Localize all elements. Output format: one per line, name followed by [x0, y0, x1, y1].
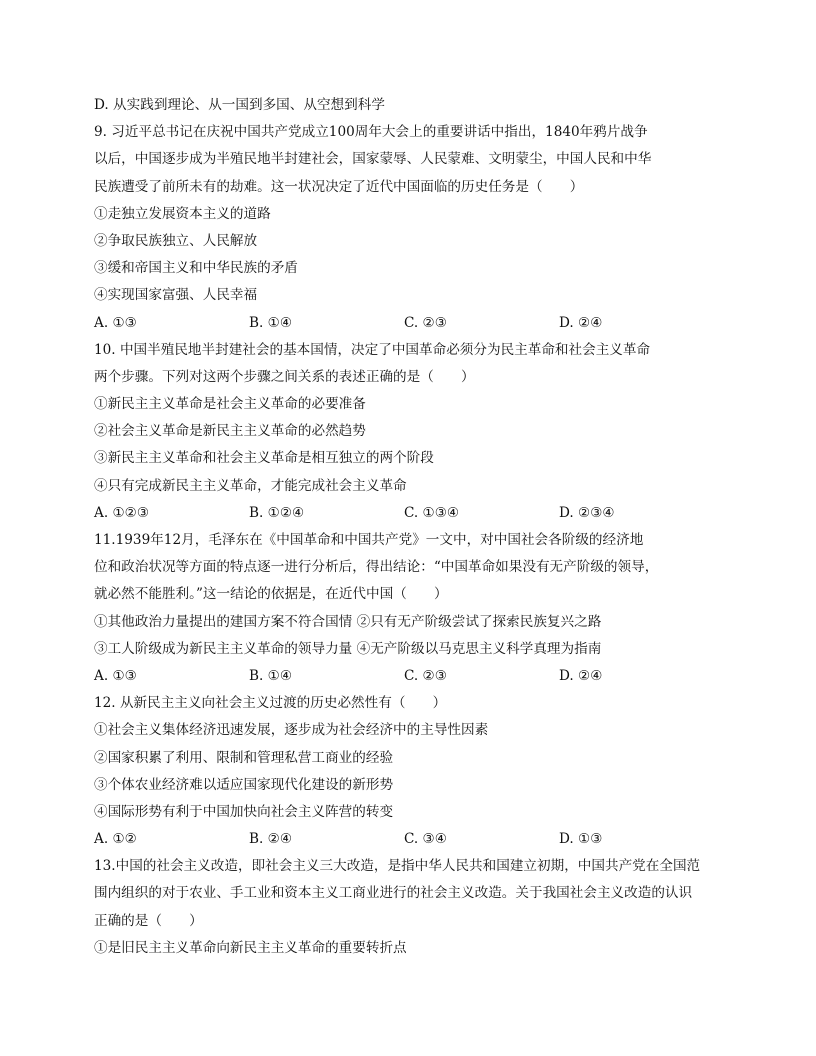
text-line: 12. 从新民主主义向社会主义过渡的历史必然性有（ ）	[94, 695, 447, 712]
answer-option: D. ①③	[559, 831, 603, 848]
answer-options-row	[94, 826, 724, 853]
text-line: 13.中国的社会主义改造，即社会主义三大改造，是指中华人民共和国建立初期，中国共产党在全国范	[94, 858, 701, 875]
text-line: 10. 中国半殖民地半封建社会的基本国情，决定了中国革命必须分为民主革命和社会主义革命	[94, 341, 651, 358]
answer-option: B. ②④	[249, 831, 293, 848]
answer-options-row	[94, 500, 724, 527]
document-body	[94, 92, 724, 962]
text-line: ①是旧民主主义革命向新民主主义革命的重要转折点	[94, 939, 407, 956]
text-line: ①走独立发展资本主义的道路	[94, 205, 271, 222]
text-line: ④只有完成新民主主义革命，才能完成社会主义革命	[94, 477, 407, 494]
text-line: ①新民主主义革命是社会主义革命的必要准备	[94, 396, 366, 413]
answer-option: D. ②④	[559, 314, 603, 331]
text-line: 以后，中国逐步成为半殖民地半封建社会，国家蒙辱、人民蒙难、文明蒙尘，中国人民和中华	[94, 151, 652, 168]
text-line: 位和政治状况等方面的特点逐一进行分析后，得出结论：“中国革命如果没有无产阶级的领导，	[94, 559, 659, 576]
answer-option: A. ①③	[94, 314, 137, 331]
text-line: 就必然不能胜利。”这一结论的依据是，在近代中国（ ）	[94, 586, 448, 603]
answer-options-row	[94, 310, 724, 337]
answer-option: A. ①②③	[94, 504, 150, 521]
answer-option: A. ①②	[94, 831, 137, 848]
text-line: ②国家积累了利用、限制和管理私营工商业的经验	[94, 749, 394, 766]
text-line: D. 从实践到理论、从一国到多国、从空想到科学	[94, 97, 385, 113]
text-line: 两个步骤。下列对这两个步骤之间关系的表述正确的是（ ）	[94, 368, 475, 385]
text-line: ④实现国家富强、人民幸福	[94, 287, 258, 304]
answer-option: C. ③④	[404, 831, 447, 848]
answer-option: B. ①②④	[249, 504, 305, 521]
answer-option: C. ①③④	[404, 504, 460, 521]
answer-option: B. ①④	[249, 667, 293, 684]
text-line: ④国际形势有利于中国加快向社会主义阵营的转变	[94, 803, 394, 820]
text-line: ②社会主义革命是新民主主义革命的必然趋势	[94, 423, 366, 440]
answer-option: A. ①③	[94, 667, 137, 684]
answer-option: D. ②④	[559, 667, 603, 684]
text-line: 正确的是（ ）	[94, 912, 203, 929]
answer-option: C. ②③	[404, 667, 447, 684]
text-line: 11.1939年12月，毛泽东在《中国革命和中国共产党》一文中，对中国社会各阶级的经济地	[94, 532, 644, 548]
text-line: ①社会主义集体经济迅速发展，逐步成为社会经济中的主导性因素	[94, 722, 489, 739]
text-line: ③工人阶级成为新民主主义革命的领导力量 ④无产阶级以马克思主义科学真理为指南	[94, 640, 602, 657]
text-line: ①其他政治力量提出的建国方案不符合国情 ②只有无产阶级尝试了探索民族复兴之路	[94, 613, 602, 630]
answer-option: B. ①④	[249, 314, 293, 331]
text-line: ③缓和帝国主义和中华民族的矛盾	[94, 260, 298, 277]
answer-options-row	[94, 663, 724, 690]
answer-option: D. ②③④	[559, 504, 615, 521]
text-line: ②争取民族独立、人民解放	[94, 232, 258, 249]
answer-option: C. ②③	[404, 314, 447, 331]
text-line: 围内组织的对于农业、手工业和资本主义工商业进行的社会主义改造。关于我国社会主义改造的认识	[94, 885, 693, 902]
text-line: ③新民主主义革命和社会主义革命是相互独立的两个阶段	[94, 450, 434, 467]
text-line: ③个体农业经济难以适应国家现代化建设的新形势	[94, 776, 394, 793]
text-line: 民族遭受了前所未有的劫难。这一状况决定了近代中国面临的历史任务是（ ）	[94, 178, 584, 195]
text-line: 9. 习近平总书记在庆祝中国共产党成立100周年大会上的重要讲话中指出，1840年鸦片战争	[94, 124, 648, 141]
